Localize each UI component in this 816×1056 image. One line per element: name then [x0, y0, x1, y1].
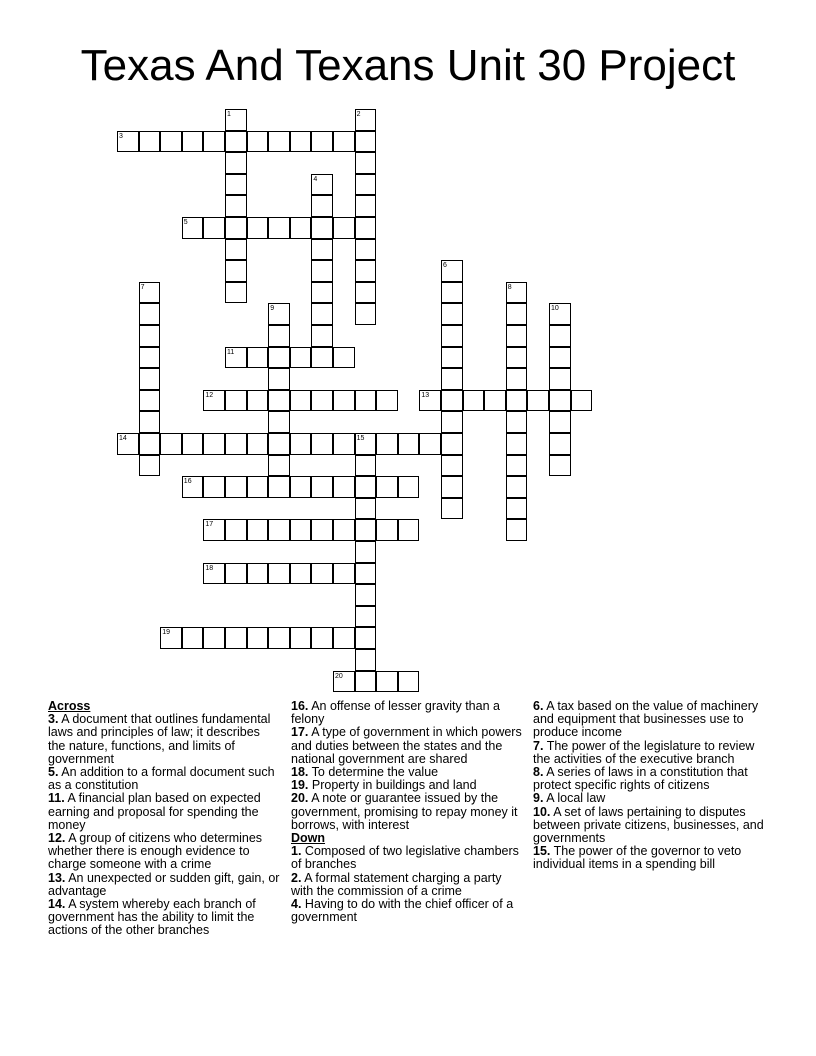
grid-cell[interactable]: [290, 563, 312, 585]
grid-cell[interactable]: [355, 239, 377, 261]
grid-cell[interactable]: [441, 498, 463, 520]
grid-cell[interactable]: [139, 455, 161, 477]
grid-cell[interactable]: [506, 411, 528, 433]
grid-cell[interactable]: [139, 303, 161, 325]
grid-cell[interactable]: [311, 217, 333, 239]
grid-cell[interactable]: [441, 455, 463, 477]
grid-cell[interactable]: [311, 303, 333, 325]
grid-cell[interactable]: [311, 260, 333, 282]
clue-across-5: 5. An addition to a formal document such as a constitution: [48, 765, 275, 793]
grid-cell[interactable]: [225, 239, 247, 261]
clue-down-9: 9. A local law: [533, 791, 606, 806]
grid-cell[interactable]: [160, 433, 182, 455]
grid-cell[interactable]: [355, 519, 377, 541]
grid-cell[interactable]: [225, 152, 247, 174]
grid-cell[interactable]: [398, 519, 420, 541]
grid-cell[interactable]: [225, 282, 247, 304]
clue-number-label: 8: [507, 283, 512, 291]
grid-cell[interactable]: [376, 390, 398, 412]
grid-cell[interactable]: [355, 563, 377, 585]
grid-cell[interactable]: [268, 519, 290, 541]
clue-number-label: 18: [205, 564, 214, 572]
clue-down-2: 2. A formal statement charging a party with the commission of a crime: [291, 870, 502, 898]
clue-number-label: 14: [119, 435, 127, 442]
grid-cell[interactable]: [398, 476, 420, 498]
grid-cell[interactable]: [311, 325, 333, 347]
grid-cell[interactable]: [290, 131, 312, 153]
grid-cell[interactable]: [355, 627, 377, 649]
grid-cell[interactable]: [506, 347, 528, 369]
grid-cell[interactable]: [506, 476, 528, 498]
grid-cell[interactable]: [355, 174, 377, 196]
clue-down-10: 10. A set of laws pertaining to disputes between private citizens, businesses, and governments: [533, 804, 764, 846]
grid-cell[interactable]: [268, 131, 290, 153]
grid-cell[interactable]: [203, 217, 225, 239]
grid-cell[interactable]: [268, 455, 290, 477]
clue-number-label: 4: [313, 175, 318, 183]
clue-across-18: 18. To determine the value: [291, 765, 439, 780]
grid-cell[interactable]: [203, 627, 225, 649]
clue-across-12: 12. A group of citizens who determines whether there is enough evidence to charge someone with a crime: [48, 831, 263, 872]
grid-cell[interactable]: [506, 498, 528, 520]
clue-number-label: 11: [227, 348, 235, 356]
clues-column-2: [291, 700, 525, 924]
clue-across-17: 17. A type of government in which powers and duties between the states and the national government are shared: [291, 725, 522, 766]
grid-cell[interactable]: [182, 627, 204, 649]
clue-across-11: 11. A financial plan based on expected earning and proposal for spending the money: [48, 791, 261, 832]
grid-cell[interactable]: [311, 627, 333, 649]
clue-across-14: 14. A system whereby each branch of government has the ability to limit the actions of the other branches: [48, 897, 256, 938]
clue-number-label: 6: [443, 262, 447, 270]
grid-cell[interactable]: [139, 347, 161, 369]
grid-cell[interactable]: [290, 390, 312, 412]
grid-cell[interactable]: [355, 282, 377, 304]
grid-cell[interactable]: [203, 476, 225, 498]
grid-cell[interactable]: [333, 476, 355, 498]
clue-number-label: 1: [227, 111, 231, 118]
clue-number-label: 5: [183, 219, 188, 226]
grid-cell[interactable]: [506, 519, 528, 541]
grid-cell[interactable]: [139, 325, 161, 347]
clue-number-label: 16: [183, 478, 192, 486]
clue-across-20: 20. A note or guarantee issued by the government, promising to repay money it borrows, with interest: [291, 791, 518, 832]
grid-cell[interactable]: [225, 390, 247, 412]
grid-cell[interactable]: [268, 627, 290, 649]
grid-cell[interactable]: [333, 433, 355, 455]
grid-cell[interactable]: [268, 563, 290, 585]
grid-cell[interactable]: [333, 563, 355, 585]
grid-cell[interactable]: [506, 303, 528, 325]
clues-column-1: [48, 700, 280, 938]
grid-cell[interactable]: [311, 282, 333, 304]
grid-cell[interactable]: [441, 476, 463, 498]
grid-cell[interactable]: [311, 476, 333, 498]
clue-down-6: 6. A tax based on the value of machinery and equipment that businesses use to produce income: [533, 699, 759, 740]
grid-cell[interactable]: [225, 260, 247, 282]
down-heading: Down: [291, 831, 326, 846]
grid-cell[interactable]: [311, 347, 333, 369]
grid-cell[interactable]: [333, 347, 355, 369]
grid-cell[interactable]: [376, 519, 398, 541]
grid-cell[interactable]: [160, 131, 182, 153]
grid-cell[interactable]: [268, 368, 290, 390]
grid-cell[interactable]: [311, 433, 333, 455]
grid-cell[interactable]: [549, 368, 571, 390]
grid-cell[interactable]: [355, 476, 377, 498]
grid-cell[interactable]: [247, 131, 269, 153]
grid-cell[interactable]: [506, 325, 528, 347]
grid-cell[interactable]: [463, 390, 485, 412]
grid-cell[interactable]: [355, 606, 377, 628]
grid-cell[interactable]: [247, 627, 269, 649]
grid-cell[interactable]: [355, 584, 377, 606]
grid-cell[interactable]: [182, 433, 204, 455]
grid-cell[interactable]: [506, 390, 528, 412]
grid-cell[interactable]: [247, 563, 269, 585]
grid-cell[interactable]: [355, 195, 377, 217]
grid-cell[interactable]: [203, 131, 225, 153]
clue-number-label: 9: [270, 305, 275, 313]
grid-cell[interactable]: [333, 519, 355, 541]
grid-cell[interactable]: [441, 303, 463, 325]
grid-cell[interactable]: [139, 433, 161, 455]
grid-cell[interactable]: [311, 195, 333, 217]
grid-cell[interactable]: [268, 325, 290, 347]
grid-cell[interactable]: [441, 433, 463, 455]
grid-cell[interactable]: [225, 519, 247, 541]
grid-cell[interactable]: [225, 476, 247, 498]
grid-cell[interactable]: [225, 433, 247, 455]
grid-cell[interactable]: [355, 260, 377, 282]
grid-cell[interactable]: [290, 347, 312, 369]
grid-cell[interactable]: [290, 217, 312, 239]
clue-number-label: 12: [205, 391, 214, 399]
grid-cell[interactable]: [225, 217, 247, 239]
grid-cell[interactable]: [290, 627, 312, 649]
clue-number-label: 17: [205, 521, 214, 529]
clue-across-3: 3. A document that outlines fundamental laws and principles of law; it describes the nature, functions, and limits of government: [48, 712, 271, 766]
clue-number-label: 7: [140, 283, 145, 291]
grid-cell[interactable]: [333, 390, 355, 412]
grid-cell[interactable]: [398, 433, 420, 455]
grid-cell[interactable]: [549, 411, 571, 433]
grid-cell[interactable]: [203, 433, 225, 455]
grid-cell[interactable]: [355, 455, 377, 477]
grid-cell[interactable]: [441, 325, 463, 347]
grid-cell[interactable]: [247, 347, 269, 369]
grid-cell[interactable]: [290, 476, 312, 498]
grid-cell[interactable]: [484, 390, 506, 412]
grid-cell[interactable]: [355, 303, 377, 325]
clue-down-1: 1. Composed of two legislative chambers of branches: [291, 844, 519, 872]
grid-cell[interactable]: [311, 131, 333, 153]
grid-cell[interactable]: [355, 671, 377, 693]
clues-column-3: [533, 700, 765, 872]
clue-number-label: 10: [551, 305, 559, 313]
grid-cell[interactable]: [355, 152, 377, 174]
grid-cell[interactable]: [549, 433, 571, 455]
across-heading: Across: [48, 699, 91, 713]
grid-cell[interactable]: [268, 217, 290, 239]
grid-cell[interactable]: [333, 627, 355, 649]
clue-across-19: 19. Property in buildings and land: [291, 778, 477, 793]
grid-cell[interactable]: [441, 347, 463, 369]
grid-cell[interactable]: [571, 390, 593, 412]
grid-cell[interactable]: [441, 390, 463, 412]
grid-cell[interactable]: [355, 498, 377, 520]
clue-number-label: 2: [356, 111, 361, 118]
grid-cell[interactable]: [139, 390, 161, 412]
grid-cell[interactable]: [311, 239, 333, 261]
clue-down-8: 8. A series of laws in a constitution that protect specific rights of citizens: [533, 765, 748, 793]
grid-cell[interactable]: [247, 433, 269, 455]
grid-cell[interactable]: [549, 325, 571, 347]
grid-cell[interactable]: [527, 390, 549, 412]
grid-cell[interactable]: [506, 455, 528, 477]
clue-down-7: 7. The power of the legislature to review the activities of the executive branch: [533, 738, 755, 766]
grid-cell[interactable]: [355, 217, 377, 239]
grid-cell[interactable]: [268, 347, 290, 369]
grid-cell[interactable]: [311, 563, 333, 585]
grid-cell[interactable]: [268, 390, 290, 412]
grid-cell[interactable]: [355, 649, 377, 671]
grid-cell[interactable]: [268, 433, 290, 455]
grid-cell[interactable]: [182, 131, 204, 153]
grid-cell[interactable]: [376, 433, 398, 455]
grid-cell[interactable]: [225, 174, 247, 196]
grid-cell[interactable]: [290, 519, 312, 541]
grid-cell[interactable]: [247, 390, 269, 412]
grid-cell[interactable]: [355, 131, 377, 153]
grid-cell[interactable]: [268, 411, 290, 433]
grid-cell[interactable]: [311, 390, 333, 412]
grid-cell[interactable]: [333, 217, 355, 239]
grid-cell[interactable]: [549, 455, 571, 477]
grid-cell[interactable]: [441, 282, 463, 304]
grid-cell[interactable]: [549, 390, 571, 412]
grid-cell[interactable]: [441, 411, 463, 433]
clue-number-label: 13: [421, 391, 430, 399]
page-title: Texas And Texans Unit 30 Project: [80, 41, 736, 90]
clue-across-13: 13. An unexpected or sudden gift, gain, or advantage: [48, 870, 280, 898]
grid-cell[interactable]: [139, 131, 161, 153]
grid-cell[interactable]: [355, 390, 377, 412]
grid-cell[interactable]: [247, 217, 269, 239]
grid-cell[interactable]: [225, 563, 247, 585]
grid-cell[interactable]: [225, 131, 247, 153]
grid-cell[interactable]: [247, 476, 269, 498]
clue-down-4: 4. Having to do with the chief officer of a government: [291, 897, 514, 925]
grid-cell[interactable]: [376, 671, 398, 693]
clue-number-label: 19: [162, 629, 170, 637]
clue-down-15: 15. The power of the governor to veto individual items in a spending bill: [533, 844, 742, 872]
grid-cell[interactable]: [333, 131, 355, 153]
grid-cell[interactable]: [549, 347, 571, 369]
grid-cell[interactable]: [311, 519, 333, 541]
grid-cell[interactable]: [290, 433, 312, 455]
grid-cell[interactable]: [355, 541, 377, 563]
grid-cell[interactable]: [419, 433, 441, 455]
grid-cell[interactable]: [441, 368, 463, 390]
clue-across-16: 16. An offense of lesser gravity than a felony: [291, 699, 500, 727]
grid-cell[interactable]: [268, 476, 290, 498]
grid-cell[interactable]: [225, 627, 247, 649]
clue-number-label: 3: [119, 132, 123, 140]
grid-cell[interactable]: [225, 195, 247, 217]
grid-cell[interactable]: [247, 519, 269, 541]
grid-cell[interactable]: [506, 433, 528, 455]
clue-number-label: 15: [356, 435, 365, 442]
grid-cell[interactable]: [376, 476, 398, 498]
grid-cell[interactable]: [506, 368, 528, 390]
grid-cell[interactable]: [139, 411, 161, 433]
grid-cell[interactable]: [398, 671, 420, 693]
grid-cell[interactable]: [139, 368, 161, 390]
clue-number-label: 20: [335, 672, 343, 680]
